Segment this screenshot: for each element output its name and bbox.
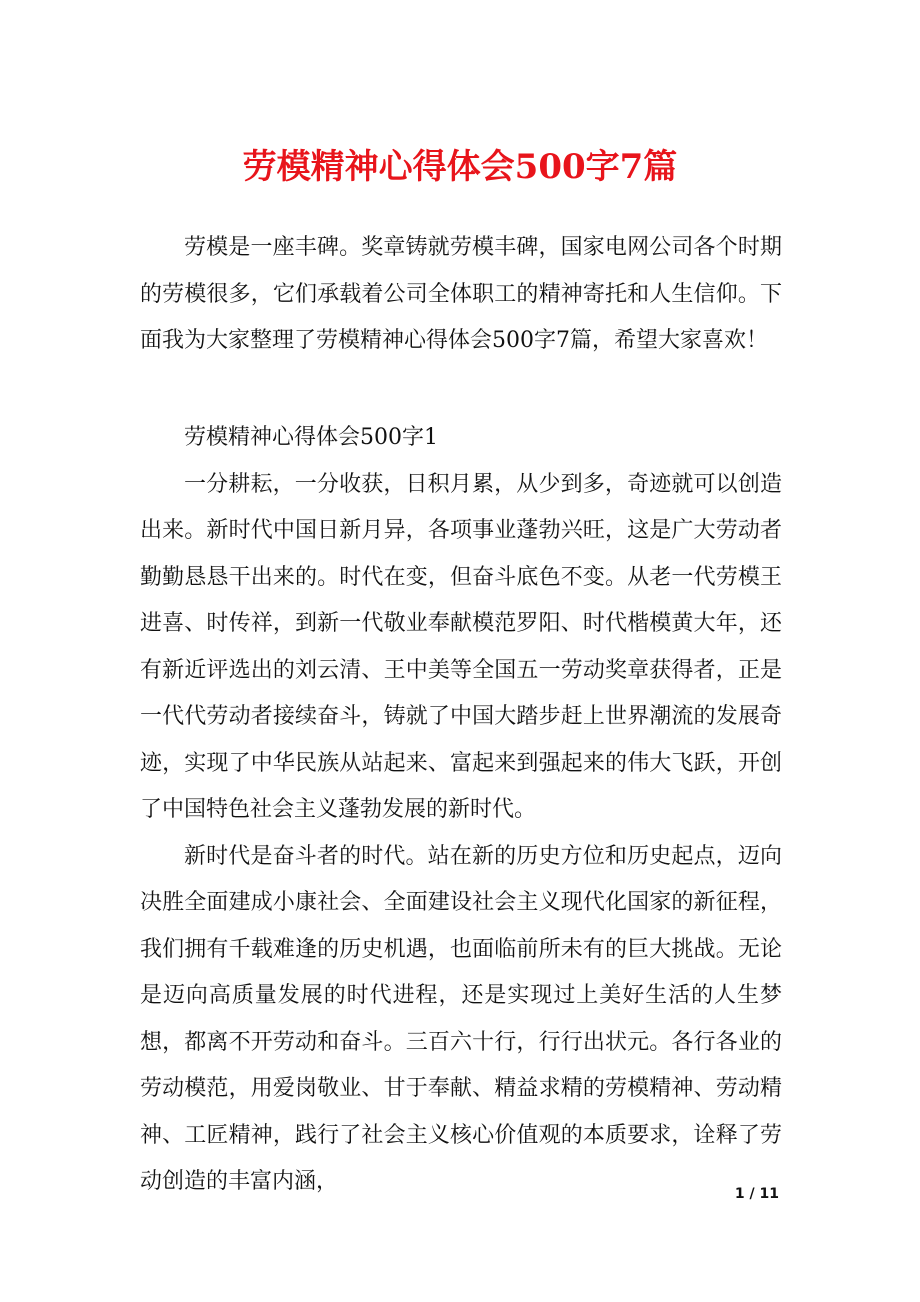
main-section [140, 415, 782, 1206]
page-number: 1 / 11 [734, 1186, 779, 1202]
section-heading: 劳模精神心得体会500字1 [184, 425, 438, 450]
body-paragraph-2: 新时代是奋斗者的时代。站在新的历史方位和历史起点，迈向决胜全面建成小康社会、全面建设社会主义现代化国家的新征程，我们拥有千载难逢的历史机遇，也面临前所未有的巨大挑战。无论是迈向高质量发展的时代进程，还是实现过上美好生活的人生梦想，都离不开劳动和奋斗。三百六十行，行行出状元。各行各业的劳动模范，用爱岗敬业、甘于奉献、精益求精的劳模精神、劳动精神、工匠精神，践行了社会主义核心价值观的本质要求，诠释了劳动创造的丰富内涵， [140, 843, 782, 1194]
intro-paragraph: 劳模是一座丰碑。奖章铸就劳模丰碑，国家电网公司各个时期的劳模很多，它们承载着公司全体职工的精神寄托和人生信仰。下面我为大家整理了劳模精神心得体会500字7篇，希望大家喜欢！ [140, 235, 782, 353]
body-paragraph-1: 一分耕耘，一分收获，日积月累，从少到多，奇迹就可以创造出来。新时代中国日新月异，各项事业蓬勃兴旺，这是广大劳动者勤勤恳恳干出来的。时代在变，但奋斗底色不变。从老一代劳模王进喜、时传祥，到新一代敬业奉献模范罗阳、时代楷模黄大年，还有新近评选出的刘云清、王中美等全国五一劳动奖章获得者，正是一代代劳动者接续奋斗，铸就了中国大踏步赶上世界潮流的发展奇迹，实现了中华民族从站起来、富起来到强起来的伟大飞跃，开创了中国特色社会主义蓬勃发展的新时代。 [140, 471, 782, 822]
intro-section [140, 225, 782, 365]
document-title: 劳模精神心得体会500字7篇 [242, 147, 678, 187]
